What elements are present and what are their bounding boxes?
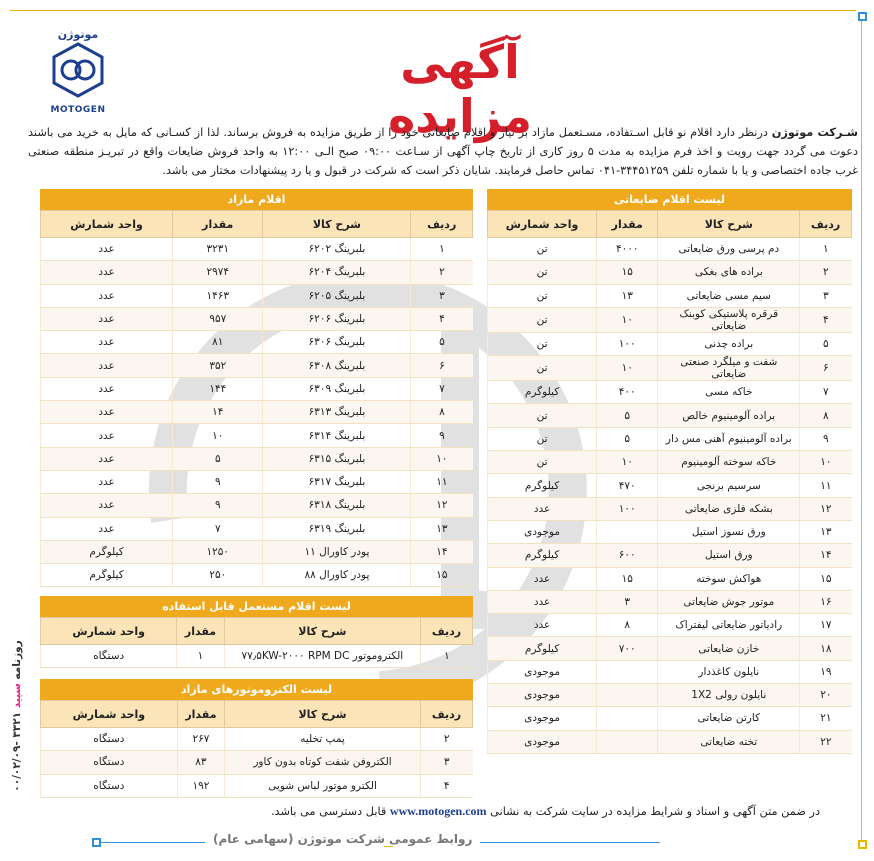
cell-unit: عدد xyxy=(488,614,597,637)
cell-qty xyxy=(597,520,658,543)
cell-desc: بلبرینگ ۶۳۰۸ xyxy=(263,354,411,377)
cell-row: ۷ xyxy=(411,377,473,400)
col-unit: واحد شمارش xyxy=(41,701,178,728)
col-qty: مقدار xyxy=(177,701,224,728)
col-unit: واحد شمارش xyxy=(41,618,177,645)
cell-desc: بلبرینگ ۶۲۰۵ xyxy=(263,284,411,307)
cell-unit: عدد xyxy=(41,354,173,377)
table-row xyxy=(41,261,473,284)
col-unit: واحد شمارش xyxy=(488,211,597,238)
cell-unit: تن xyxy=(488,307,597,332)
cell-row: ۲ xyxy=(411,261,473,284)
corner-square-icon xyxy=(858,12,867,21)
cell-row: ۱ xyxy=(421,645,473,668)
cell-unit: تن xyxy=(488,332,597,355)
table-row xyxy=(488,284,852,307)
table-row xyxy=(41,307,473,330)
cell-row: ۱ xyxy=(411,238,473,261)
cell-unit: تن xyxy=(488,451,597,474)
cell-unit: عدد xyxy=(488,567,597,590)
col-desc: شرح کالا xyxy=(225,701,421,728)
cell-unit: دستگاه xyxy=(41,774,178,797)
cell-qty: ۱۵ xyxy=(597,567,658,590)
frame-top-line xyxy=(10,10,856,11)
cell-qty: ۵ xyxy=(597,404,658,427)
cell-row: ۱۰ xyxy=(800,451,852,474)
cell-desc: بشکه فلزی ضایعاتی xyxy=(658,497,800,520)
cell-qty: ۱۳ xyxy=(597,284,658,307)
cell-qty: ۱۲۵۰ xyxy=(173,540,263,563)
frame-right-line xyxy=(861,18,862,848)
cell-row: ۱۱ xyxy=(800,474,852,497)
table-row xyxy=(41,284,473,307)
cell-row: ۱ xyxy=(800,238,852,261)
cell-desc: الکترو موتور لباس شویی xyxy=(225,774,421,797)
table-row xyxy=(488,261,852,284)
cell-desc: پودر کاورال ۱۱ xyxy=(263,540,411,563)
cell-row: ۲۲ xyxy=(800,730,852,753)
table-row xyxy=(41,401,473,424)
cell-unit: کیلوگرم xyxy=(488,637,597,660)
cell-qty: ۱ xyxy=(177,645,224,668)
cell-desc: براده های بغکی xyxy=(658,261,800,284)
cell-row: ۸ xyxy=(800,404,852,427)
cell-row: ۹ xyxy=(411,424,473,447)
motors-table-title: لیست الکتروموتورهای مازاد xyxy=(40,679,473,700)
cell-qty: ۷۰۰ xyxy=(597,637,658,660)
cell-desc: شفت و میلگرد صنعتی ضایعاتی xyxy=(658,356,800,381)
cell-qty: ۴۰۰ xyxy=(597,381,658,404)
page-title: آگهی مزایده xyxy=(388,35,532,143)
cell-desc: موتور جوش ضایعاتی xyxy=(658,590,800,613)
cell-desc: الکتروموتور ۷۷٫۵KW-۲۰۰۰ RPM DC xyxy=(224,645,420,668)
table-row xyxy=(488,381,852,404)
cell-qty: ۱۰۰ xyxy=(597,497,658,520)
col-row: ردیف xyxy=(420,701,472,728)
cell-row: ۱۲ xyxy=(800,497,852,520)
logo-text: موتوژن xyxy=(57,28,99,41)
table-row xyxy=(41,447,473,470)
cell-row: ۱۱ xyxy=(411,470,473,493)
cell-desc: بلبرینگ ۶۳۱۳ xyxy=(263,401,411,424)
cell-desc: خاکه سوخته آلومینیوم xyxy=(658,451,800,474)
cell-desc: نایلون کاغذدار xyxy=(658,660,800,683)
cell-desc: بلبرینگ ۶۳۱۵ xyxy=(263,447,411,470)
cell-desc: خاکه مسی xyxy=(658,381,800,404)
cell-qty: ۳۵۲ xyxy=(173,354,263,377)
table-row xyxy=(41,774,473,797)
logo-english: MOTOGEN xyxy=(50,105,106,115)
cell-desc: تخته ضایعاتی xyxy=(658,730,800,753)
cell-unit: کیلوگرم xyxy=(488,544,597,567)
cell-desc: بلبرینگ ۶۲۰۲ xyxy=(263,238,411,261)
cell-row: ۱۳ xyxy=(411,517,473,540)
cell-unit: عدد xyxy=(41,377,173,400)
intro-body: درنظر دارد اقلام نو قابل اسـتفاده، مسـتعمل مازاد بر نیاز و اقلام ضایعاتی خود را از طریق مزایده به فروش برساند. لذا از کسـانی که مایل به خرید می باشند دعوت می گردد جهت رویت و اخذ فرم مزایده به مدت ۵ روز کاری از تاریخ چاپ آگهی از سـاعت ۰۹:۰۰ صبح الـی ۱۲:۰۰ به واحد فروش ضایعات واقع در تبریـز منطقه صنعتی غرب جاده اختصاصی و یا با شماره تلفن ۳۴۴۵۱۲۵۹-۰۴۱ تماس حاصل فرمایند. شایان ذکر است که شرکت در قبول و یا رد پیشنهادات مختار می باشد. xyxy=(28,126,858,177)
cell-desc: پودر کاورال ۸۸ xyxy=(263,564,411,587)
paper-name: سپید xyxy=(11,683,23,709)
cell-unit: موجودی xyxy=(488,660,597,683)
cell-row: ۱۴ xyxy=(411,540,473,563)
col-unit: واحد شمارش xyxy=(41,211,173,238)
col-qty: مقدار xyxy=(597,211,658,238)
table-row xyxy=(41,470,473,493)
cell-unit: موجودی xyxy=(488,684,597,707)
cell-qty: ۳ xyxy=(597,590,658,613)
corner-square-icon xyxy=(858,840,867,849)
footer-note-text: در ضمن متن آگهی و اسناد و شرایط مزایده در سایت شرکت به نشانی xyxy=(486,805,820,818)
cell-unit: کیلوگرم xyxy=(41,564,173,587)
cell-row: ۱۴ xyxy=(800,544,852,567)
cell-row: ۴ xyxy=(800,307,852,332)
cell-qty: ۳۲۳۱ xyxy=(173,238,263,261)
cell-desc: بلبرینگ ۶۲۰۶ xyxy=(263,307,411,330)
cell-row: ۲ xyxy=(800,261,852,284)
cell-qty xyxy=(597,707,658,730)
table-row xyxy=(41,751,473,774)
cell-unit: عدد xyxy=(488,590,597,613)
cell-qty: ۱۵ xyxy=(597,261,658,284)
col-desc: شرح کالا xyxy=(224,618,420,645)
table-row xyxy=(488,684,852,707)
cell-qty: ۱۰ xyxy=(597,451,658,474)
table-row xyxy=(488,497,852,520)
cell-unit: کیلوگرم xyxy=(488,474,597,497)
cell-row: ۶ xyxy=(411,354,473,377)
cell-row: ۶ xyxy=(800,356,852,381)
cell-qty: ۱۴ xyxy=(173,401,263,424)
table-row xyxy=(41,540,473,563)
cell-row: ۲ xyxy=(420,728,472,751)
cell-unit: موجودی xyxy=(488,707,597,730)
table-row xyxy=(488,730,852,753)
cell-unit: دستگاه xyxy=(41,751,178,774)
cell-row: ۵ xyxy=(800,332,852,355)
cell-row: ۱۵ xyxy=(411,564,473,587)
cell-desc: سیم مسی ضایعاتی xyxy=(658,284,800,307)
public-relations-bar xyxy=(80,832,680,854)
cell-qty: ۱۰ xyxy=(597,356,658,381)
table-row xyxy=(488,451,852,474)
cell-desc: بلبرینگ ۶۲۰۴ xyxy=(263,261,411,284)
col-desc: شرح کالا xyxy=(658,211,800,238)
cell-qty: ۱۹۲ xyxy=(177,774,224,797)
table-row xyxy=(488,356,852,381)
cell-qty: ۹ xyxy=(173,494,263,517)
cell-unit: عدد xyxy=(41,494,173,517)
cell-unit: عدد xyxy=(41,284,173,307)
newspaper-side-label xyxy=(2,630,24,810)
used-table-title: لیست اقلام مستعمل قابل استفاده xyxy=(40,596,473,617)
table-row xyxy=(488,544,852,567)
cell-qty: ۸۳ xyxy=(177,751,224,774)
cell-desc: رادیاتور ضایعاتی لیفتراک xyxy=(658,614,800,637)
table-row xyxy=(41,645,473,668)
cell-unit: دستگاه xyxy=(41,728,178,751)
company-logo xyxy=(40,28,116,118)
cell-row: ۱۹ xyxy=(800,660,852,683)
cell-unit: عدد xyxy=(41,470,173,493)
cell-desc: کارتن ضایعاتی xyxy=(658,707,800,730)
cell-qty: ۱۰ xyxy=(173,424,263,447)
cell-unit: عدد xyxy=(488,497,597,520)
cell-unit: عدد xyxy=(41,447,173,470)
table-row xyxy=(488,307,852,332)
cell-row: ۱۶ xyxy=(800,590,852,613)
table-row xyxy=(488,238,852,261)
cell-qty: ۲۹۷۴ xyxy=(173,261,263,284)
cell-qty: ۹۵۷ xyxy=(173,307,263,330)
table-row xyxy=(41,564,473,587)
cell-unit: عدد xyxy=(41,517,173,540)
table-row xyxy=(488,404,852,427)
cell-qty: ۸ xyxy=(597,614,658,637)
cell-row: ۱۳ xyxy=(800,520,852,543)
motors-table xyxy=(40,679,473,798)
cell-row: ۷ xyxy=(800,381,852,404)
cell-desc: سرسیم برنجی xyxy=(658,474,800,497)
cell-desc: بلبرینگ ۶۳۱۹ xyxy=(263,517,411,540)
table-row xyxy=(41,238,473,261)
cell-row: ۹ xyxy=(800,427,852,450)
public-relations-label: روابط عمومی شرکت موتوژن (سهامی عام) xyxy=(205,832,480,846)
cell-unit: تن xyxy=(488,238,597,261)
cell-unit: کیلوگرم xyxy=(41,540,173,563)
footer-note-end: قابل دسترسی می باشد. xyxy=(270,805,390,818)
cell-row: ۵ xyxy=(411,331,473,354)
cell-desc: ورق استیل xyxy=(658,544,800,567)
col-qty: مقدار xyxy=(173,211,263,238)
cell-desc: پمپ تخلیه xyxy=(225,728,421,751)
cell-qty xyxy=(597,684,658,707)
cell-row: ۲۱ xyxy=(800,707,852,730)
table-row xyxy=(41,424,473,447)
table-row xyxy=(488,637,852,660)
cell-qty: ۱۰۰ xyxy=(597,332,658,355)
cell-unit: تن xyxy=(488,356,597,381)
cell-qty: ۸۱ xyxy=(173,331,263,354)
website-link[interactable]: www.motogen.com xyxy=(389,804,487,818)
table-row xyxy=(488,427,852,450)
cell-row: ۱۷ xyxy=(800,614,852,637)
cell-unit: تن xyxy=(488,284,597,307)
table-row xyxy=(488,567,852,590)
cell-row: ۱۲ xyxy=(411,494,473,517)
used-items-table xyxy=(40,596,473,668)
intro-paragraph xyxy=(28,123,858,180)
col-row: ردیف xyxy=(421,618,473,645)
table-row xyxy=(41,331,473,354)
cell-qty: ۱۴۴ xyxy=(173,377,263,400)
paper-code: ۳۳۲۱ -۰۰/۰۲/۰۹ xyxy=(11,711,23,792)
cell-row: ۳ xyxy=(411,284,473,307)
cell-desc: هواکش سوخته xyxy=(658,567,800,590)
cell-unit: تن xyxy=(488,427,597,450)
cell-qty: ۶۰۰ xyxy=(597,544,658,567)
cell-unit: موجودی xyxy=(488,520,597,543)
cell-unit: عدد xyxy=(41,238,173,261)
cell-unit: عدد xyxy=(41,331,173,354)
cell-desc: بلبرینگ ۶۳۱۴ xyxy=(263,424,411,447)
col-row: ردیف xyxy=(411,211,473,238)
surplus-table-title: اقلام مازاد xyxy=(40,189,473,210)
cell-desc: بلبرینگ ۶۳۱۷ xyxy=(263,470,411,493)
cell-unit: عدد xyxy=(41,307,173,330)
cell-desc: الکتروفن شفت کوتاه بدون کاور xyxy=(225,751,421,774)
cell-desc: براده چدنی xyxy=(658,332,800,355)
table-row xyxy=(488,332,852,355)
cell-desc: دم پرسی ورق ضایعاتی xyxy=(658,238,800,261)
cell-qty xyxy=(597,660,658,683)
cell-row: ۱۰ xyxy=(411,447,473,470)
cell-qty: ۲۶۷ xyxy=(177,728,224,751)
table-row xyxy=(41,494,473,517)
cell-unit: عدد xyxy=(41,401,173,424)
col-row: ردیف xyxy=(800,211,852,238)
table-row xyxy=(488,707,852,730)
cell-row: ۲۰ xyxy=(800,684,852,707)
motogen-emblem-icon xyxy=(49,41,107,99)
cell-qty xyxy=(597,730,658,753)
cell-qty: ۷ xyxy=(173,517,263,540)
table-row xyxy=(41,728,473,751)
cell-row: ۱۸ xyxy=(800,637,852,660)
cell-unit: کیلوگرم xyxy=(488,381,597,404)
table-row xyxy=(488,614,852,637)
cell-qty: ۹ xyxy=(173,470,263,493)
cell-desc: بلبرینگ ۶۳۰۹ xyxy=(263,377,411,400)
paper-label: روزنامه xyxy=(11,640,23,680)
cell-qty: ۵ xyxy=(597,427,658,450)
cell-unit: عدد xyxy=(41,261,173,284)
cell-desc: براده آلومینیوم آهنی مس دار xyxy=(658,427,800,450)
cell-unit: دستگاه xyxy=(41,645,177,668)
surplus-table xyxy=(40,189,473,587)
cell-qty: ۲۵۰ xyxy=(173,564,263,587)
cell-desc: قرقره پلاستیکی کوبنک ضایعاتی xyxy=(658,307,800,332)
cell-qty: ۵ xyxy=(173,447,263,470)
cell-row: ۳ xyxy=(800,284,852,307)
cell-desc: خازن ضایعاتی xyxy=(658,637,800,660)
table-row xyxy=(41,377,473,400)
cell-row: ۳ xyxy=(420,751,472,774)
cell-unit: تن xyxy=(488,404,597,427)
cell-row: ۸ xyxy=(411,401,473,424)
cell-qty: ۱۴۶۳ xyxy=(173,284,263,307)
cell-desc: بلبرینگ ۶۳۰۶ xyxy=(263,331,411,354)
waste-table-title: لیست اقلام ضایعاتی xyxy=(487,189,852,210)
cell-row: ۴ xyxy=(411,307,473,330)
table-row xyxy=(41,354,473,377)
cell-qty: ۴۷۰ xyxy=(597,474,658,497)
cell-desc: ورق نسوز استیل xyxy=(658,520,800,543)
col-desc: شرح کالا xyxy=(263,211,411,238)
cell-unit: عدد xyxy=(41,424,173,447)
table-row xyxy=(488,660,852,683)
cell-desc: نایلون رولی 1X2 xyxy=(658,684,800,707)
cell-row: ۱۵ xyxy=(800,567,852,590)
cell-qty: ۱۰ xyxy=(597,307,658,332)
waste-table xyxy=(487,189,852,754)
company-name: شـرکت موتوژن xyxy=(771,126,858,139)
footer-note xyxy=(60,804,820,819)
cell-row: ۴ xyxy=(420,774,472,797)
cell-desc: بلبرینگ ۶۳۱۸ xyxy=(263,494,411,517)
cell-qty: ۴۰۰۰ xyxy=(597,238,658,261)
cell-unit: موجودی xyxy=(488,730,597,753)
cell-desc: براده آلومینیوم خالص xyxy=(658,404,800,427)
col-qty: مقدار xyxy=(177,618,224,645)
table-row xyxy=(488,590,852,613)
table-row xyxy=(41,517,473,540)
table-row xyxy=(488,520,852,543)
table-row xyxy=(488,474,852,497)
cell-unit: تن xyxy=(488,261,597,284)
